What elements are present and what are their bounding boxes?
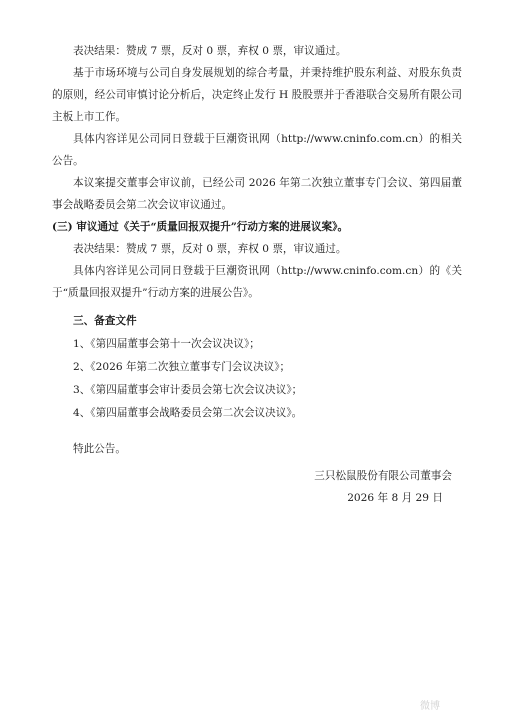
watermark-logo: 微博 xyxy=(420,701,440,712)
reference-file-item: 3、《第四届董事会审计委员会第七次会议决议》； xyxy=(73,384,303,396)
paragraph-submission: 本议案提交董事会审议前，已经公司 2026 年第二次独立董事专门会议、第四届董事会战略委员会第二次会议审议通过。 xyxy=(52,177,462,211)
section-title-reference-files: 三、备查文件 xyxy=(73,315,137,327)
closing-statement: 特此公告。 xyxy=(73,443,126,455)
paragraph-detail-1: 具体内容详见公司同日登载于巨潮资讯网（http://www.cninfo.com.cn）的相关公告。 xyxy=(52,133,462,167)
signatory: 三只松鼠股份有限公司董事会 xyxy=(314,470,452,482)
paragraph-detail-2: 具体内容详见公司同日登载于巨潮资讯网（http://www.cninfo.com.cn）的《关于“质量回报双提升”行动方案的进展公告》。 xyxy=(52,265,462,299)
signature-date: 2026 年 8 月 29 日 xyxy=(347,492,443,504)
paragraph-market-consideration: 基于市场环境与公司自身发展规划的综合考量，并秉持维护股东利益、对股东负责的原则，经公司审慎讨论分析后，决定终止发行 H 股股票并于香港联合交易所有限公司主板上市工作。 xyxy=(52,67,462,123)
vote-result-1: 表决结果：赞成 7 票，反对 0 票，弃权 0 票，审议通过。 xyxy=(73,45,347,57)
reference-file-item: 1、《第四届董事会第十一次会议决议》； xyxy=(73,338,260,350)
heading-item-3: (三) 审议通过《关于“质量回报双提升”行动方案的进展议案》。 xyxy=(52,221,349,233)
reference-file-item: 2、《2026 年第二次独立董事专门会议决议》； xyxy=(73,361,291,373)
reference-file-item: 4、《第四届董事会战略委员会第二次会议决议》。 xyxy=(73,407,303,419)
vote-result-2: 表决结果：赞成 7 票，反对 0 票，弃权 0 票，审议通过。 xyxy=(73,243,347,255)
